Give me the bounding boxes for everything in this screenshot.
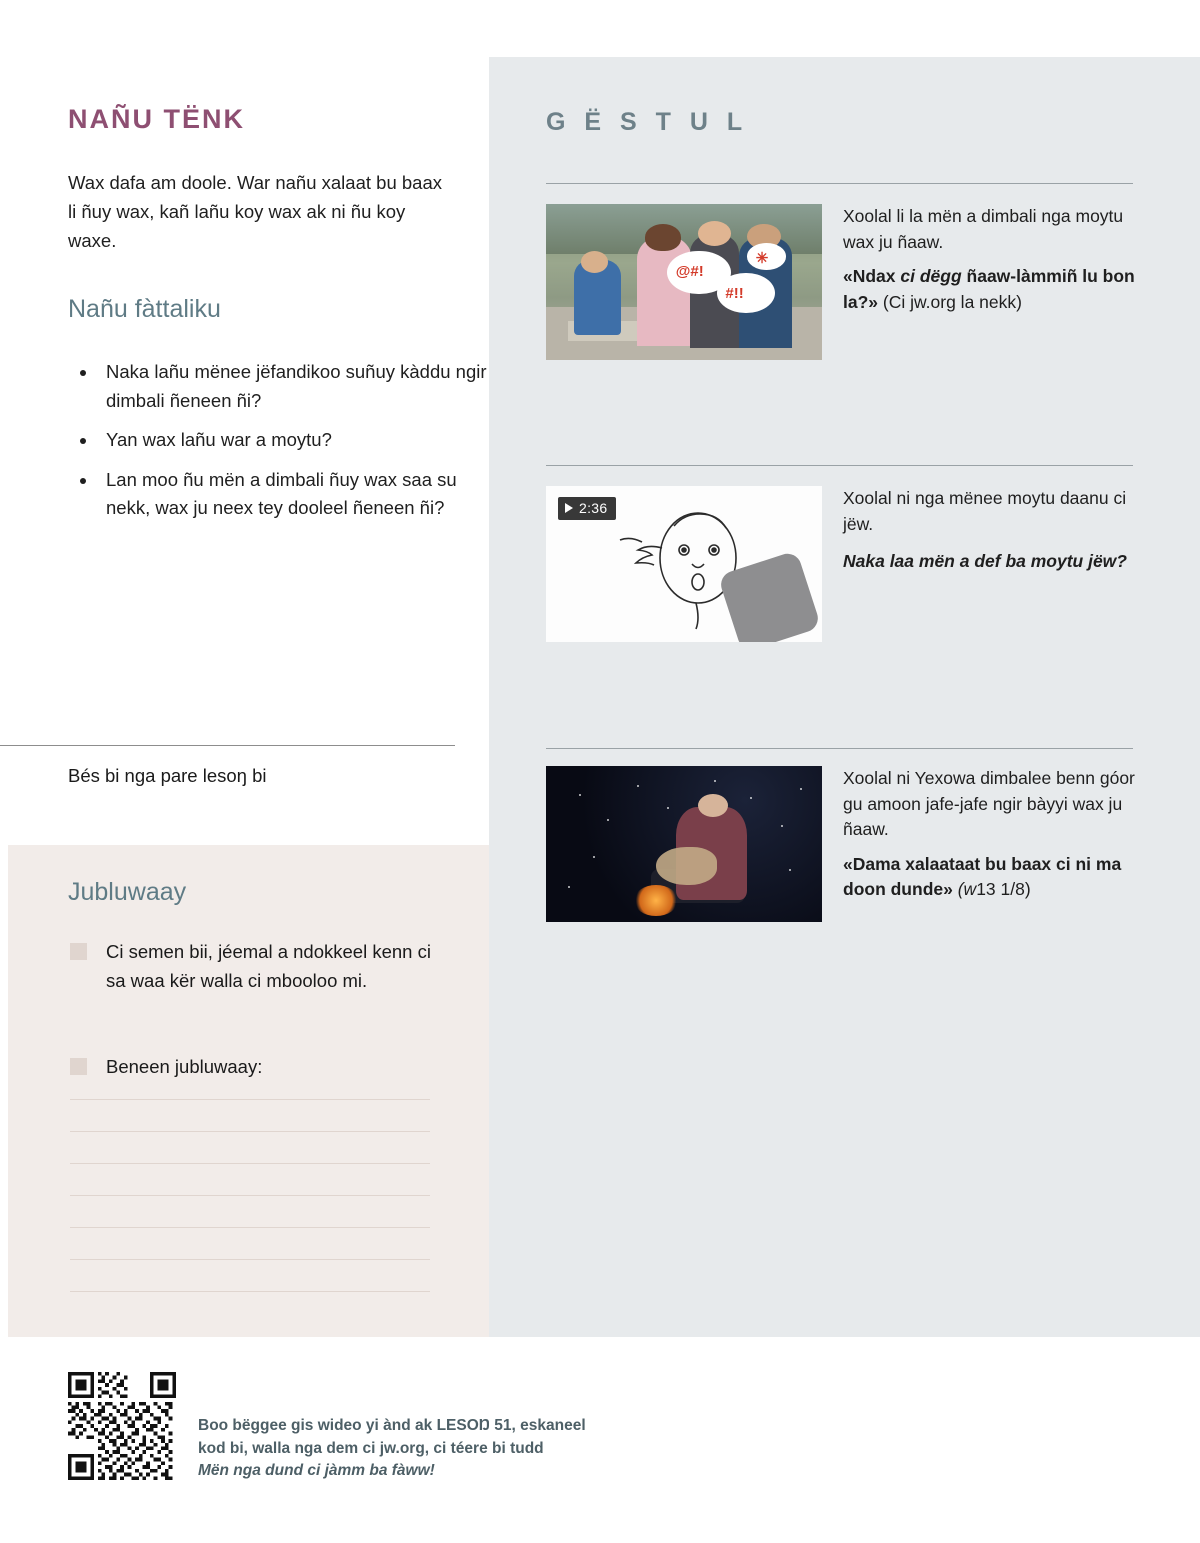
photo-teens-talking[interactable]: @#! #!! ✳ <box>546 204 822 360</box>
photo-man-with-guitar-night[interactable] <box>546 766 822 922</box>
finish-date-line: Bés bi nga pare lesoŋ bi <box>68 765 267 786</box>
item-description: Xoolal ni nga mënee moytu daanu ci jëw. <box>843 488 1127 534</box>
goal-item[interactable] <box>70 938 442 995</box>
divider <box>0 745 455 746</box>
divider <box>546 465 1133 466</box>
summary-title: NAÑU TËNK <box>68 104 245 134</box>
play-icon <box>565 503 573 513</box>
divider <box>546 748 1133 749</box>
write-line[interactable] <box>70 1131 430 1132</box>
list-item: • Naka lañu mënee jëfandikoo suñuy kàddu ngir dimbali ñeneen ñi? <box>98 358 488 415</box>
write-line[interactable] <box>70 1259 430 1260</box>
goal-label: Ci semen bii, jéemal a ndokkeel kenn ci sa waa kër walla ci mbooloo mi. <box>106 941 431 991</box>
footer-line-2: kod bi, walla nga dem ci jw.org, ci téere bi tudd <box>198 1439 544 1457</box>
item-text-3 <box>843 766 1138 903</box>
write-line[interactable] <box>70 1291 430 1292</box>
list-item: • Lan moo ñu mën a dimbali ñuy wax saa su nekk, wax ju neex tey dooleel ñeneen ñi? <box>98 466 488 523</box>
item-text-2 <box>843 486 1138 575</box>
item-description: Xoolal ni Yexowa dimbalee benn góor gu amoon jafe-jafe ngir bàyyi wax ju ñaaw. <box>843 768 1135 839</box>
checkbox-icon[interactable] <box>70 943 87 960</box>
summary-text: Wax dafa am doole. War nañu xalaat bu baax li ñuy wax, kañ lañu koy wax ak ni ñu koy waxe. <box>68 172 442 251</box>
qr-code[interactable] <box>68 1372 176 1480</box>
goal-label: Beneen jubluwaay: <box>106 1056 263 1077</box>
write-line[interactable] <box>70 1195 430 1196</box>
left-column <box>0 0 489 1543</box>
video-whiteboard-drawing[interactable] <box>546 486 822 642</box>
list-item: • Yan wax lañu war a moytu? <box>98 426 488 455</box>
write-line[interactable] <box>70 1163 430 1164</box>
footer-line-3: Mën nga dund ci jàmm ba fàww! <box>198 1462 435 1479</box>
write-line[interactable] <box>70 1099 430 1100</box>
recall-title: Nañu fàttaliku <box>68 295 221 323</box>
item-question: Naka laa mën a def ba moytu jëw? <box>843 551 1127 571</box>
divider <box>546 183 1133 184</box>
item-description: Xoolal li la mën a dimbali nga moytu wax ju ñaaw. <box>843 206 1124 252</box>
explore-title: G Ë S T U L <box>546 108 749 136</box>
footer-text <box>198 1415 718 1483</box>
item-text-1 <box>843 204 1138 315</box>
video-duration-badge <box>558 497 616 520</box>
write-line[interactable] <box>70 1227 430 1228</box>
item-question: «Ndax ci dëgg ñaaw-làmmiñ lu bon la?» (Ci jw.org la nekk) <box>843 266 1135 312</box>
item-question: «Dama xalaataat bu baax ci ni ma doon dunde» (w13 1/8) <box>843 853 1122 899</box>
recall-list <box>68 358 488 534</box>
checkbox-icon[interactable] <box>70 1058 87 1075</box>
item-reference: (Ci jw.org la nekk) <box>878 291 1022 312</box>
goals-title: Jubluwaay <box>68 878 187 906</box>
goals-box <box>8 845 489 1337</box>
video-duration: 2:36 <box>579 500 608 516</box>
goal-item[interactable] <box>70 1053 442 1082</box>
write-in-lines[interactable] <box>70 1099 430 1323</box>
footer-line-1: Boo bëggee gis wideo yi ànd ak LESOŊ 51, eskaneel <box>198 1417 586 1434</box>
